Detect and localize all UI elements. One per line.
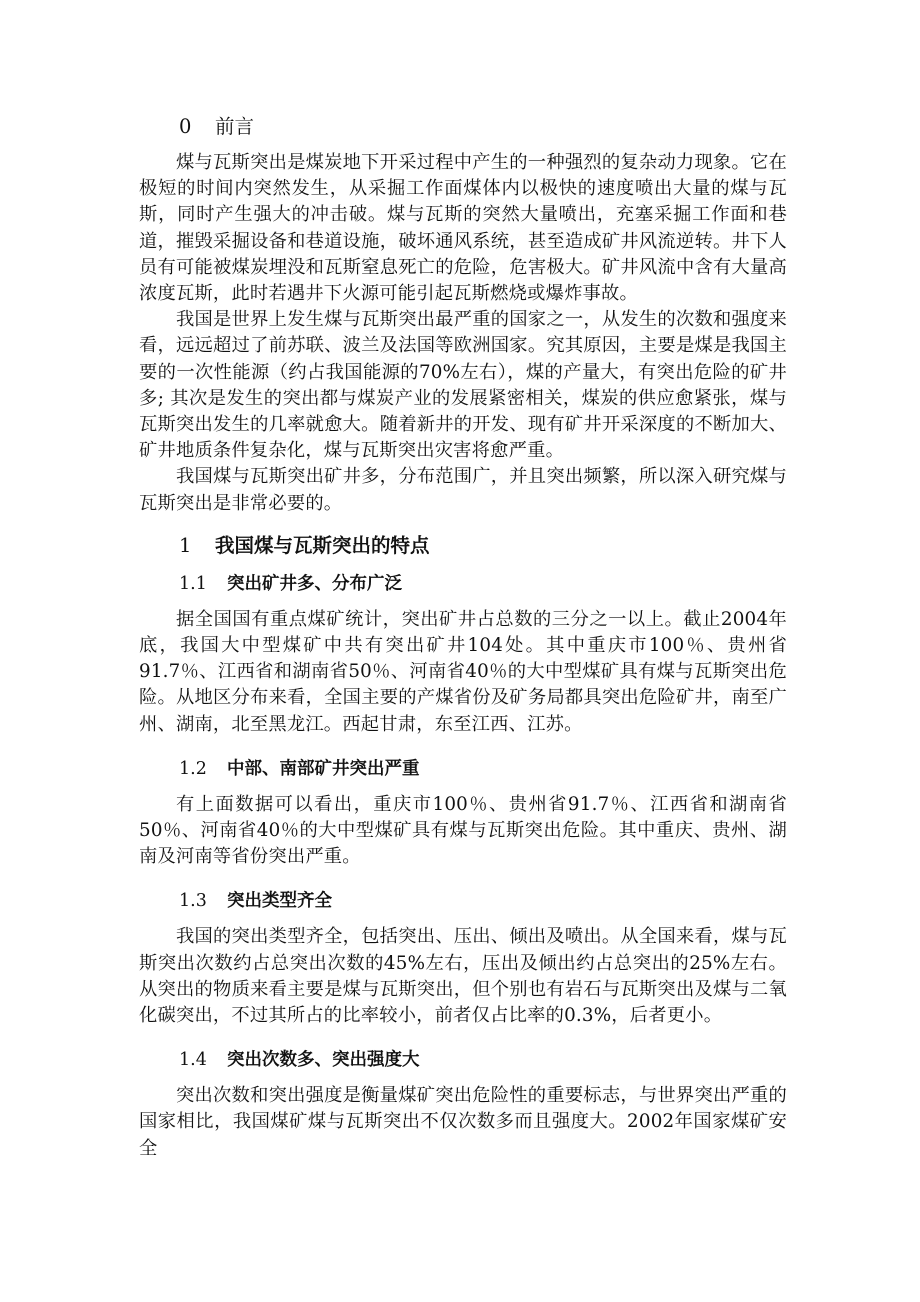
document-content [139,112,787,1162]
preface-number: 0 [179,115,192,138]
section-1-2-title: 中部、南部矿井突出严重 [227,758,420,779]
preface-paragraph-3: 我国煤与瓦斯突出矿井多，分布范围广，并且突出频繁，所以深入研究煤与瓦斯突出是非常必要的。 [139,466,787,514]
chapter-1-title: 我国煤与瓦斯突出的特点 [215,533,430,557]
section-1-3-heading [139,888,787,914]
section-1-3-paragraph: 我国的突出类型齐全，包括突出、压出、倾出及喷出。从全国来看，煤与瓦斯突出次数约占总突出次数的45%左右，压出及倾出约占总突出的25%左右。从突出的物质来看主要是煤与瓦斯突出，但个别也有岩石与瓦斯突出及煤与二氧化碳突出，不过其所占的比率较小，前者仅占比率的0.3%，后者更小。 [139,926,787,1027]
preface-title: 前言 [215,115,255,138]
section-1-4-heading [139,1047,787,1073]
preface-heading [139,112,787,142]
chapter-1-heading [139,531,787,561]
section-1-2-heading [139,756,787,782]
section-1-1-heading [139,571,787,597]
preface-paragraph-2: 我国是世界上发生煤与瓦斯突出最严重的国家之一，从发生的次数和强度来看，远远超过了前苏联、波兰及法国等欧洲国家。究其原因，主要是煤是我国主要的一次性能源（约占我国能源的70%左右），煤的产量大，有突出危险的矿井多; 其次是发生的突出都与煤炭产业的发展紧密相关，煤炭的供应愈紧张，煤与瓦斯突出发生的几率就愈大。随着新井的开发、现有矿井开采深度的不断加大、矿井地质条件复杂化，煤与瓦斯突出灾害将愈严重。 [139,309,787,462]
section-1-1-number: 1.1 [179,573,207,594]
section-1-2-paragraph: 有上面数据可以看出，重庆市100％、贵州省91.7％、江西省和湖南省50％、河南省40％的大中型煤矿具有煤与瓦斯突出危险。其中重庆、贵州、湖南及河南等省份突出严重。 [139,793,787,868]
section-1-4-paragraph: 突出次数和突出强度是衡量煤矿突出危险性的重要标志，与世界突出严重的国家相比，我国煤矿煤与瓦斯突出不仅次数多而且强度大。2002年国家煤矿安全 [139,1085,787,1159]
preface-paragraph-1: 煤与瓦斯突出是煤炭地下开采过程中产生的一种强烈的复杂动力现象。它在极短的时间内突然发生，从采掘工作面煤体内以极快的速度喷出大量的煤与瓦斯，同时产生强大的冲击破。煤与瓦斯的突然大量喷出，充塞采掘工作面和巷道，摧毁采掘设备和巷道设施，破坏通风系统，甚至造成矿井风流逆转。井下人员有可能被煤炭埋没和瓦斯窒息死亡的危险，危害极大。矿井风流中含有大量高浓度瓦斯，此时若遇井下火源可能引起瓦斯燃烧或爆炸事故。 [139,152,787,305]
section-1-4-title: 突出次数多、突出强度大 [227,1050,420,1071]
section-1-1-title: 突出矿井多、分布广泛 [227,573,402,594]
section-1-2-number: 1.2 [179,758,207,779]
section-1-3-number: 1.3 [179,891,207,912]
section-1-4-number: 1.4 [179,1050,207,1071]
chapter-1-number: 1 [179,533,192,557]
section-1-3-title: 突出类型齐全 [227,891,332,912]
section-1-1-paragraph: 据全国国有重点煤矿统计，突出矿井占总数的三分之一以上。截止2004年底，我国大中型煤矿中共有突出矿井104处。其中重庆市100％、贵州省91.7％、江西省和湖南省50％、河南省40％的大中型煤矿具有煤与瓦斯突出危险。从地区分布来看，全国主要的产煤省份及矿务局都具突出危险矿井，南至广州、湖南，北至黑龙江。西起甘肃，东至江西、江苏。 [139,608,787,735]
